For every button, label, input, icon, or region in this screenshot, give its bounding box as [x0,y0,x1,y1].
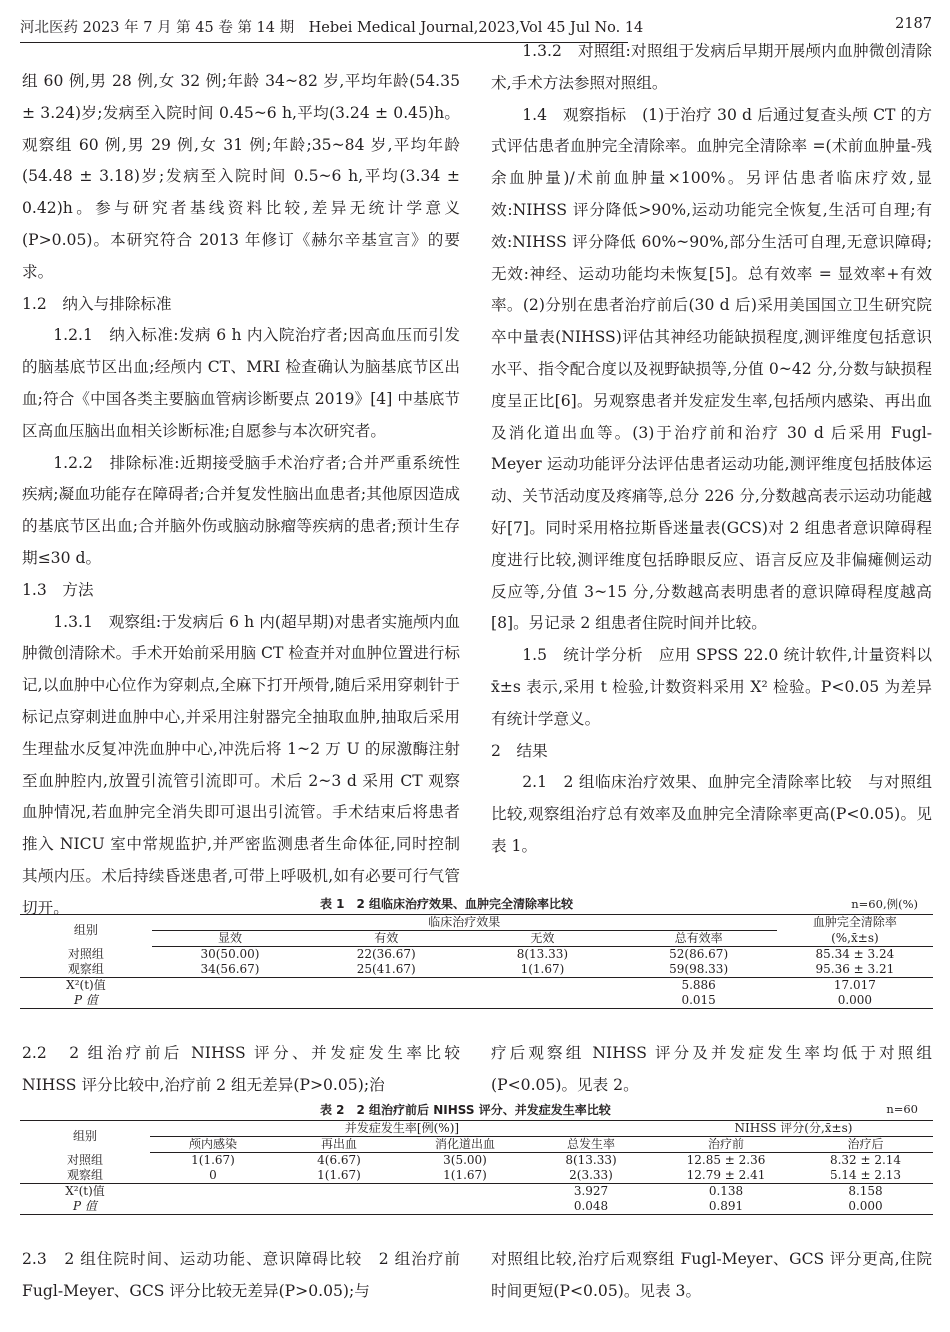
paragraph-result-21: 2.1 2 组临床治疗效果、血肿完全清除率比较 与对照组比较,观察组治疗总有效率及血肿完全清除率更高(P<0.05)。见表 1。 [491,773,932,855]
journal-header: 河北医药 2023 年 7 月 第 45 卷 第 14 期 Hebei Medical Journal,2023,Vol 45 Jul No. 14 [20,20,644,36]
table1-group-header: 组别 [20,915,152,947]
table-cell: 0.891 [654,1199,798,1215]
table1-subheader: 总有效率 [621,931,777,947]
table-cell [464,978,620,994]
table2-nihss-header: NIHSS 评分(分,x̄±s) [654,1121,933,1137]
table-cell: 85.34 ± 3.24 [815,947,895,961]
heading-results: 2 结果 [491,741,548,760]
table-row [20,978,933,994]
table-cell: 59(98.33) [669,962,729,976]
paragraph-result-22-left: 2.2 2 组治疗前后 NIHSS 评分、并发症发生率比较 NIHSS 评分比较中,治疗前 2 组无差异(P>0.05);治 [22,1044,476,1094]
table-cell: 0.000 [777,993,933,1009]
table-cell: P 值 [20,1199,150,1215]
table2-note: n=60 [886,1102,918,1116]
paragraph-statistics: 1.5 统计学分析 应用 SPSS 22.0 统计软件,计量资料以 x̄±s 表示,采用 t 检验,计数资料采用 X² 检验。P<0.05 为差异有统计学意义。 [491,646,932,728]
heading-inclusion-exclusion: 1.2 纳入与排除标准 [22,294,172,313]
table2-group-header: 组别 [20,1121,150,1153]
table-cell: 0.015 [621,993,777,1009]
table-cell: 2(3.33) [569,1168,613,1182]
table2-subheader: 治疗前 [654,1137,798,1153]
table-cell: 3.927 [573,1184,609,1198]
table1-effect-header: 临床治疗效果 [152,915,777,931]
table2-subheader: 治疗后 [798,1137,933,1153]
table-cell: 3(5.00) [443,1153,487,1167]
table-cell [152,978,308,994]
table-cell: 1(1.67) [191,1153,235,1167]
paragraph-result-23-left: 2.3 2 组住院时间、运动功能、意识障碍比较 2 组治疗前 Fugl-Meyer、GCS 评分比较无差异(P>0.05);与 [22,1250,460,1300]
table-cell: 1(1.67) [443,1168,487,1182]
paragraph-indicators: 1.4 观察指标 (1)于治疗 30 d 后通过复查头颅 CT 的方式评估患者血肿完全清除率。血肿完全清除率 =(术前血肿量-残余血肿量)/术前血肿量×100%。另评估患者临床疗效,显效:NIHSS 评分降低>90%,运动功能完全恢复,生活可自理;有效:NIHSS 评分降低 60%~90%,部分生活可自理,无意识障碍;无效:神经、运动功能均未恢复[5]。总有效率 = 显效率+有效率。(2)分别在患者治疗前后(30 d 后)采用美国国立卫生研究院卒中量表(NIHSS)评估其神经功能缺损程度,测评维度包括意识水平、指令配合度以及视野缺损等,分值 0~42 分,分数与缺损程度呈正比[6]。另观察患者并发症发生率,包括颅内感染、再出血及消化道出血等。(3)于治疗前和治疗 30 d 后采用 Fugl-Meyer 运动功能评分法评估患者运动功能,测评维度包括肢体运动、关节活动度及疼痛等,总分 226 分,分数越高表示运动功能越好[7]。同时采用格拉斯昏迷量表(GCS)对 2 组患者意识障碍程度进行比较,测评维度包括睁眼反应、语言反应及非偏瘫侧运动反应等,分值 3~15 分,分数越高表明患者的意识障碍程度越高[8]。另记录 2 组患者住院时间并比较。 [491,105,932,633]
table1-clear-unit: (%,x̄±s) [777,931,933,947]
table-cell: 5.886 [681,978,716,992]
table-cell: 8(13.33) [516,947,569,961]
table-row [20,993,933,1009]
table-row [20,947,933,963]
paragraph-result-23-right: 对照组比较,治疗后观察组 Fugl-Meyer、GCS 评分更高,住院时间更短(P<0.05)。见表 3。 [491,1250,932,1300]
table-row [20,1153,933,1169]
table-cell: 22(36.67) [356,947,416,961]
table-cell: 34(56.67) [200,962,260,976]
table-row [20,1199,933,1215]
right-column [491,36,932,863]
table2 [20,1120,933,1215]
table-row [20,1168,933,1184]
table1-note: n=60,例(%) [851,897,918,911]
table1-caption: 表 1 2 组临床治疗效果、血肿完全清除率比较 [320,897,574,911]
table-cell [402,1199,528,1215]
table-cell [464,993,620,1009]
table-cell [308,978,464,994]
paragraph-baseline: 组 60 例,男 28 例,女 32 例;年龄 34~82 岁,平均年龄(54.35 ± 3.24)岁;发病至入院时间 0.45~6 h,平均(3.24 ± 0.45)h。观察组 60 例,男 29 例,女 31 例;年龄;35~84 岁,平均年龄(54.48 ± 3.18)岁;发病至入院时间 0.5~6 h,平均(3.34 ± 0.42)h。参与研究者基线资料比较,差异无统计学意义(P>0.05)。本研究符合 2013 年修订《赫尔辛基宣言》的要求。 [22,72,460,281]
table-cell: 0.000 [798,1199,933,1215]
table-cell: 52(86.67) [669,947,729,961]
table-cell: 12.79 ± 2.41 [686,1168,766,1182]
table-cell: 30(50.00) [200,947,260,961]
table-cell: 观察组 [66,1168,103,1182]
table1-subheader: 无效 [464,931,620,947]
page-number: 2187 [895,16,932,32]
table-cell: P 值 [20,993,152,1009]
table-cell: X²(t)值 [65,1184,105,1198]
table2-comp-header: 并发症发生率[例(%)] [150,1121,654,1137]
table-cell: 4(6.67) [317,1153,361,1167]
table2-subheader: 总发生率 [528,1137,654,1153]
table-cell: 8.158 [848,1184,883,1198]
paragraph-observation-group: 1.3.1 观察组:于发病后 6 h 内(超早期)对患者实施颅内血肿微创清除术。手术开始前采用脑 CT 检查并对血肿位置进行标记,以血肿中心位作为穿刺点,全麻下打开颅骨,随后采用穿刺针于标记点穿刺进血肿中心,并采用注射器完全抽取血肿,抽取后采用生理盐水反复冲洗血肿中心,冲洗后将 1~2 万 U 的尿激酶注射至血肿腔内,放置引流管引流即可。术后 2~3 d 采用 CT 观察血肿情况,若血肿完全消失即可退出引流管。手术结束后将患者推入 NICU 室中常规监护,并严密监测患者生命体征,同时控制其颅内压。术后持续昏迷患者,可带上呼吸机,如有必要可行气管切开。 [22,612,460,917]
table-cell [276,1184,402,1200]
table-cell: 1(1.67) [317,1168,361,1182]
table-cell: 0.048 [528,1199,654,1215]
table-cell: 95.36 ± 3.21 [815,962,895,976]
table-cell: 0.138 [708,1184,744,1198]
table1 [20,914,933,1009]
table-cell [150,1199,276,1215]
table-cell: X²(t)值 [66,978,106,992]
table-cell [152,993,308,1009]
table-row [20,1184,933,1200]
table-cell: 12.85 ± 2.36 [686,1153,766,1167]
table-row [20,962,933,978]
paragraph-control-group: 1.3.2 对照组:对照组于发病后早期开展颅内血肿微创清除术,手术方法参照对照组。 [491,42,932,92]
page-header [20,8,932,38]
left-column [22,66,460,925]
table1-clear-header: 血肿完全清除率 [777,915,933,931]
table2-subheader: 再出血 [276,1137,402,1153]
table2-subheader: 消化道出血 [402,1137,528,1153]
table-cell: 对照组 [67,946,104,961]
table-cell: 1(1.67) [520,962,565,976]
table-cell [402,1184,528,1200]
table-cell: 17.017 [833,978,876,992]
paragraph-exclusion: 1.2.2 排除标准:近期接受脑手术治疗者;合并严重系统性疾病;凝血功能存在障碍者;合并复发性脑出血患者;其他原因造成的基底节区出血;合并脑外伤或脑动脉瘤等疾病的患者;预计生存期≤30 d。 [22,453,460,567]
table-cell [308,993,464,1009]
table2-caption: 表 2 2 组治疗前后 NIHSS 评分、并发症发生率比较 [320,1103,611,1117]
table-cell [276,1199,402,1215]
paragraph-inclusion: 1.2.1 纳入标准:发病 6 h 内入院治疗者;因高血压而引发的脑基底节区出血;经颅内 CT、MRI 检查确认为脑基底节区出血;符合《中国各类主要脑血管病诊断要点 2019》[4] 中基底节区高血压脑出血相关诊断标准;自愿参与本次研究者。 [22,326,460,440]
table-cell [150,1184,276,1200]
table2-subheader: 颅内感染 [150,1137,276,1153]
table-cell: 观察组 [67,962,104,976]
table1-subheader: 有效 [308,931,464,947]
table-cell: 0 [209,1168,217,1182]
heading-methods: 1.3 方法 [22,580,94,599]
table-cell: 25(41.67) [356,962,416,976]
table1-subheader: 显效 [152,931,308,947]
table-cell: 5.14 ± 2.13 [829,1168,902,1182]
paragraph-result-22-right: 疗后观察组 NIHSS 评分及并发症发生率均低于对照组(P<0.05)。见表 2。 [491,1044,932,1094]
table-cell: 8(13.33) [565,1153,617,1167]
table-cell: 对照组 [66,1152,103,1167]
table-cell: 8.32 ± 2.14 [829,1153,902,1167]
